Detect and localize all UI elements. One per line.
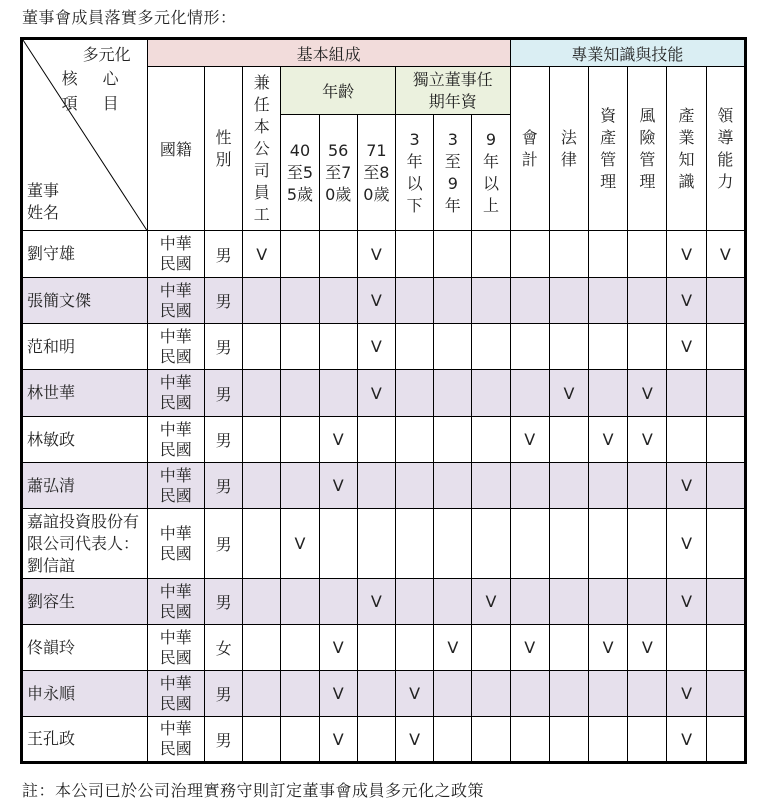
check-mark-cell xyxy=(628,278,667,324)
col-law-header xyxy=(549,67,588,231)
col-industry-text: 產業知識 xyxy=(678,105,695,191)
table-row xyxy=(22,717,746,763)
tenure-3-9-text: 3至9年 xyxy=(444,129,461,215)
nationality-text: 中華民國 xyxy=(159,465,192,505)
table-row xyxy=(22,231,746,278)
check-mark-cell xyxy=(510,278,549,324)
check-mark-cell: V xyxy=(472,579,510,625)
check-mark-cell xyxy=(434,231,472,278)
table-row xyxy=(22,417,746,463)
check-mark-cell xyxy=(243,278,281,324)
check-mark-cell xyxy=(395,579,433,625)
check-mark-cell xyxy=(510,509,549,579)
nationality-cell xyxy=(147,231,204,278)
col-accounting-header xyxy=(510,67,549,231)
check-mark-cell xyxy=(589,509,628,579)
gender-cell: 男 xyxy=(204,231,242,278)
nationality-text: 中華民國 xyxy=(159,581,192,621)
check-mark-cell xyxy=(589,370,628,417)
check-mark-cell: V xyxy=(319,625,357,671)
check-mark-cell xyxy=(319,509,357,579)
nationality-text: 中華民國 xyxy=(159,280,192,320)
director-name xyxy=(22,717,148,763)
check-mark-cell xyxy=(472,463,510,509)
tenure-lt3-header xyxy=(395,115,433,231)
check-mark-cell xyxy=(706,463,745,509)
check-mark-cell: V xyxy=(319,463,357,509)
nationality-text: 中華民國 xyxy=(159,326,192,366)
age-71-80-header xyxy=(357,115,395,231)
director-name-text: 林敏政 xyxy=(27,429,76,449)
table-row xyxy=(22,625,746,671)
director-name xyxy=(22,278,148,324)
check-mark-cell xyxy=(706,625,745,671)
director-name xyxy=(22,417,148,463)
director-name-text: 林世華 xyxy=(27,383,76,402)
corner-director-label: 董事 xyxy=(27,181,60,200)
col-risk-mgmt-header xyxy=(628,67,667,231)
col-age-group-header: 年齡 xyxy=(281,67,396,115)
check-mark-cell: V xyxy=(628,370,667,417)
check-mark-cell xyxy=(667,370,706,417)
check-mark-cell xyxy=(628,463,667,509)
check-mark-cell: V xyxy=(667,509,706,579)
director-name-text: 佟韻玲 xyxy=(27,637,76,657)
check-mark-cell xyxy=(319,579,357,625)
corner-director-name-label xyxy=(27,180,59,224)
nationality-cell xyxy=(147,324,204,370)
nationality-cell xyxy=(147,717,204,763)
check-mark-cell xyxy=(472,231,510,278)
check-mark-cell xyxy=(243,579,281,625)
check-mark-cell xyxy=(281,278,319,324)
nationality-text: 中華民國 xyxy=(159,419,192,459)
director-name xyxy=(22,463,148,509)
check-mark-cell xyxy=(281,579,319,625)
check-mark-cell: V xyxy=(667,463,706,509)
check-mark-cell xyxy=(281,463,319,509)
check-mark-cell xyxy=(395,231,433,278)
nationality-text: 中華民國 xyxy=(159,234,192,273)
check-mark-cell xyxy=(281,417,319,463)
check-mark-cell xyxy=(549,324,588,370)
director-name-text: 劉容生 xyxy=(27,591,76,611)
check-mark-cell xyxy=(434,509,472,579)
gender-cell: 男 xyxy=(204,417,242,463)
check-mark-cell xyxy=(589,463,628,509)
gender-cell: 男 xyxy=(204,463,242,509)
check-mark-cell: V xyxy=(628,625,667,671)
check-mark-cell xyxy=(510,324,549,370)
check-mark-cell xyxy=(395,278,433,324)
check-mark-cell: V xyxy=(357,324,395,370)
check-mark-cell: V xyxy=(357,579,395,625)
header-corner-cell xyxy=(22,39,148,231)
check-mark-cell xyxy=(628,509,667,579)
check-mark-cell xyxy=(628,231,667,278)
nationality-text: 中華民國 xyxy=(159,373,192,412)
director-name xyxy=(22,671,148,717)
check-mark-cell xyxy=(472,671,510,717)
check-mark-cell xyxy=(243,509,281,579)
nationality-cell xyxy=(147,671,204,717)
col-tenure-group-text: 獨立董事任期年資 xyxy=(412,69,493,111)
check-mark-cell xyxy=(510,671,549,717)
check-mark-cell xyxy=(243,370,281,417)
check-mark-cell xyxy=(667,625,706,671)
director-name xyxy=(22,625,148,671)
table-row xyxy=(22,579,746,625)
page-title: 董事會成員落實多元化情形： xyxy=(22,8,237,27)
age-40-55-header xyxy=(281,115,319,231)
check-mark-cell xyxy=(706,278,745,324)
group-professional-skills: 專業知識與技能 xyxy=(510,39,745,67)
nationality-text: 中華民國 xyxy=(159,673,192,713)
check-mark-cell xyxy=(628,717,667,763)
check-mark-cell xyxy=(510,370,549,417)
board-diversity-table xyxy=(20,37,747,764)
gender-cell: 男 xyxy=(204,324,242,370)
check-mark-cell xyxy=(549,278,588,324)
check-mark-cell: V xyxy=(667,231,706,278)
check-mark-cell: V xyxy=(319,417,357,463)
director-name xyxy=(22,231,148,278)
check-mark-cell: V xyxy=(243,231,281,278)
check-mark-cell: V xyxy=(589,625,628,671)
col-tenure-group-header xyxy=(395,67,510,115)
check-mark-cell xyxy=(434,278,472,324)
check-mark-cell xyxy=(357,417,395,463)
check-mark-cell xyxy=(243,463,281,509)
check-mark-cell: V xyxy=(628,417,667,463)
check-mark-cell xyxy=(510,579,549,625)
check-mark-cell xyxy=(281,324,319,370)
check-mark-cell: V xyxy=(395,671,433,717)
director-name xyxy=(22,509,148,579)
check-mark-cell xyxy=(243,625,281,671)
nationality-cell xyxy=(147,579,204,625)
check-mark-cell xyxy=(395,417,433,463)
check-mark-cell xyxy=(706,370,745,417)
check-mark-cell xyxy=(281,370,319,417)
check-mark-cell xyxy=(472,417,510,463)
gender-cell: 男 xyxy=(204,370,242,417)
director-name-text: 范和明 xyxy=(27,336,76,356)
check-mark-cell: V xyxy=(667,579,706,625)
check-mark-cell: V xyxy=(667,324,706,370)
col-risk-mgmt-text: 風險管理 xyxy=(639,105,656,191)
check-mark-cell xyxy=(319,231,357,278)
director-name-text: 申永順 xyxy=(27,683,76,703)
check-mark-cell xyxy=(243,324,281,370)
col-law-text: 法律 xyxy=(560,127,577,169)
footnote: 註：本公司已於公司治理實務守則訂定董事會成員多元化之政策 xyxy=(22,781,485,800)
check-mark-cell: V xyxy=(549,370,588,417)
check-mark-cell: V xyxy=(510,417,549,463)
gender-cell: 男 xyxy=(204,509,242,579)
check-mark-cell: V xyxy=(589,417,628,463)
check-mark-cell xyxy=(243,717,281,763)
nationality-cell xyxy=(147,417,204,463)
table-row xyxy=(22,463,746,509)
corner-name-label: 姓名 xyxy=(27,203,60,222)
col-asset-mgmt-header xyxy=(589,67,628,231)
table-row xyxy=(22,671,746,717)
tenure-gt9-header xyxy=(472,115,510,231)
check-mark-cell xyxy=(243,671,281,717)
check-mark-cell xyxy=(319,370,357,417)
age-71-80-text: 71至80歲 xyxy=(363,140,390,204)
nationality-text: 中華民國 xyxy=(159,627,192,667)
check-mark-cell xyxy=(434,717,472,763)
tenure-3-9-header xyxy=(434,115,472,231)
col-leadership-header xyxy=(706,67,745,231)
age-40-55-text: 40至55歲 xyxy=(286,140,314,204)
check-mark-cell xyxy=(706,417,745,463)
check-mark-cell xyxy=(667,417,706,463)
check-mark-cell: V xyxy=(281,509,319,579)
nationality-cell xyxy=(147,625,204,671)
check-mark-cell: V xyxy=(706,231,745,278)
check-mark-cell xyxy=(628,671,667,717)
check-mark-cell xyxy=(472,370,510,417)
corner-item-label: 項 目 xyxy=(61,94,129,113)
check-mark-cell xyxy=(589,324,628,370)
check-mark-cell xyxy=(357,671,395,717)
check-mark-cell xyxy=(357,509,395,579)
col-accounting-text: 會計 xyxy=(521,127,538,169)
director-name-text: 蕭弘清 xyxy=(27,475,76,495)
table-row xyxy=(22,370,746,417)
check-mark-cell xyxy=(628,324,667,370)
check-mark-cell xyxy=(434,463,472,509)
check-mark-cell xyxy=(434,370,472,417)
check-mark-cell xyxy=(395,370,433,417)
gender-cell: 男 xyxy=(204,717,242,763)
tenure-gt9-text: 9年以上 xyxy=(483,129,500,215)
check-mark-cell xyxy=(434,324,472,370)
check-mark-cell xyxy=(357,463,395,509)
check-mark-cell xyxy=(549,231,588,278)
check-mark-cell xyxy=(549,509,588,579)
check-mark-cell: V xyxy=(434,625,472,671)
check-mark-cell xyxy=(706,509,745,579)
check-mark-cell xyxy=(472,625,510,671)
director-name-text: 王孔政 xyxy=(27,729,76,748)
col-leadership-text: 領導能力 xyxy=(717,105,734,191)
check-mark-cell xyxy=(357,625,395,671)
check-mark-cell xyxy=(281,671,319,717)
corner-diversity-label: 多元化 xyxy=(82,45,131,64)
check-mark-cell xyxy=(357,717,395,763)
tenure-lt3-text: 3年以下 xyxy=(406,129,423,215)
check-mark-cell xyxy=(510,717,549,763)
check-mark-cell xyxy=(281,625,319,671)
table-row xyxy=(22,278,746,324)
gender-cell: 女 xyxy=(204,625,242,671)
check-mark-cell xyxy=(472,717,510,763)
check-mark-cell xyxy=(589,717,628,763)
nationality-cell xyxy=(147,463,204,509)
director-name-text: 劉守雄 xyxy=(27,244,76,263)
check-mark-cell xyxy=(549,463,588,509)
check-mark-cell xyxy=(472,509,510,579)
check-mark-cell xyxy=(549,625,588,671)
gender-cell: 男 xyxy=(204,579,242,625)
check-mark-cell xyxy=(510,231,549,278)
check-mark-cell xyxy=(319,278,357,324)
check-mark-cell xyxy=(395,509,433,579)
check-mark-cell xyxy=(706,671,745,717)
nationality-cell xyxy=(147,370,204,417)
age-56-70-header xyxy=(319,115,357,231)
check-mark-cell xyxy=(589,278,628,324)
col-gender-text: 性別 xyxy=(215,127,232,169)
corner-core-label: 核 心 xyxy=(61,69,129,88)
check-mark-cell: V xyxy=(667,671,706,717)
check-mark-cell xyxy=(549,671,588,717)
nationality-text: 中華民國 xyxy=(159,523,192,563)
director-rows xyxy=(22,231,746,763)
col-industry-header xyxy=(667,67,706,231)
check-mark-cell xyxy=(510,463,549,509)
check-mark-cell xyxy=(434,417,472,463)
check-mark-cell xyxy=(706,579,745,625)
col-nationality-header: 國籍 xyxy=(147,67,204,231)
check-mark-cell xyxy=(281,717,319,763)
group-basic-composition: 基本組成 xyxy=(147,39,510,67)
check-mark-cell xyxy=(549,417,588,463)
check-mark-cell xyxy=(395,463,433,509)
gender-cell: 男 xyxy=(204,278,242,324)
table-row xyxy=(22,324,746,370)
check-mark-cell xyxy=(281,231,319,278)
check-mark-cell xyxy=(589,671,628,717)
gender-cell: 男 xyxy=(204,671,242,717)
nationality-cell xyxy=(147,278,204,324)
col-gender-header xyxy=(204,67,242,231)
check-mark-cell xyxy=(589,579,628,625)
age-56-70-text: 56至70歲 xyxy=(325,140,352,204)
check-mark-cell xyxy=(243,417,281,463)
check-mark-cell: V xyxy=(357,231,395,278)
check-mark-cell: V xyxy=(667,717,706,763)
director-name-text: 嘉誼投資股份有限公司代表人：劉信誼 xyxy=(27,511,140,575)
check-mark-cell xyxy=(549,717,588,763)
table-row xyxy=(22,509,746,579)
check-mark-cell xyxy=(472,324,510,370)
check-mark-cell xyxy=(472,278,510,324)
check-mark-cell xyxy=(319,324,357,370)
check-mark-cell xyxy=(706,717,745,763)
director-name xyxy=(22,370,148,417)
nationality-text: 中華民國 xyxy=(159,719,192,758)
check-mark-cell: V xyxy=(357,278,395,324)
col-asset-mgmt-text: 資產管理 xyxy=(600,105,617,191)
check-mark-cell xyxy=(589,231,628,278)
check-mark-cell xyxy=(395,324,433,370)
check-mark-cell: V xyxy=(319,717,357,763)
director-name-text: 張簡文傑 xyxy=(27,290,92,310)
check-mark-cell: V xyxy=(510,625,549,671)
check-mark-cell: V xyxy=(357,370,395,417)
col-concurrent-text: 兼任本公司員工 xyxy=(253,72,270,224)
director-name xyxy=(22,579,148,625)
check-mark-cell xyxy=(434,579,472,625)
check-mark-cell: V xyxy=(667,278,706,324)
director-name xyxy=(22,324,148,370)
check-mark-cell xyxy=(549,579,588,625)
check-mark-cell xyxy=(706,324,745,370)
check-mark-cell xyxy=(434,671,472,717)
col-concurrent-header xyxy=(243,67,281,231)
check-mark-cell xyxy=(628,579,667,625)
check-mark-cell: V xyxy=(319,671,357,717)
check-mark-cell: V xyxy=(395,717,433,763)
check-mark-cell xyxy=(395,625,433,671)
nationality-cell xyxy=(147,509,204,579)
